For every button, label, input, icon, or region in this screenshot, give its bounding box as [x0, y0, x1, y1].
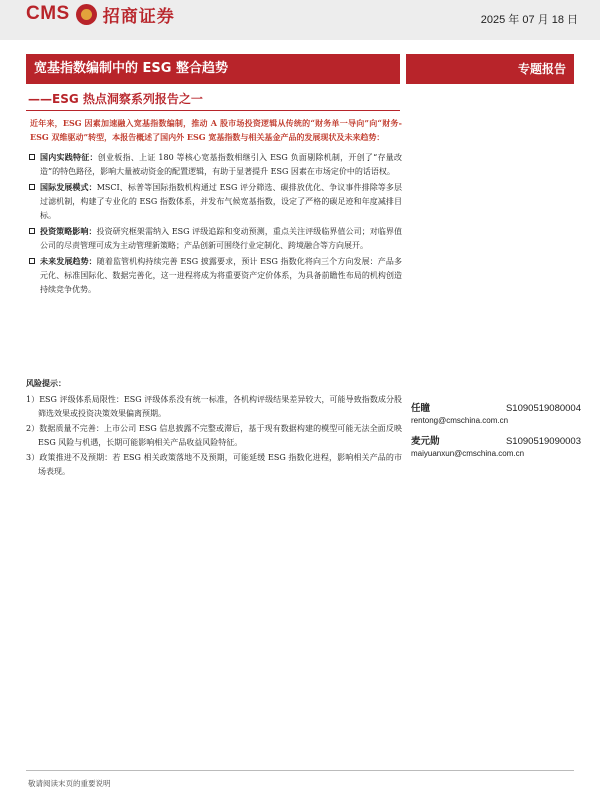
bullet-square-icon — [29, 154, 35, 160]
key-point-heading: 国内实践特征： — [40, 152, 98, 162]
report-date: 2025 年 07 月 18 日 — [480, 14, 578, 26]
bullet-square-icon — [29, 258, 35, 264]
key-point-heading: 未来发展趋势： — [40, 256, 97, 266]
intro-paragraph: 近年来，ESG 因素加速融入宽基指数编制，推动 A 股市场投资逻辑从传统的“财务单一导向”向“财务-ESG 双维驱动”转型，本报告概述了国内外 ESG 宽基指数与相关基金产品的发展现状及未来趋势： — [30, 118, 402, 142]
key-point-item — [26, 180, 402, 223]
report-title: 宽基指数编制中的 ESG 整合趋势 — [26, 54, 400, 84]
analyst-name: 任瞳 — [411, 403, 431, 414]
logo-text-en: CMS — [26, 3, 70, 24]
title-divider — [26, 110, 400, 111]
report-subtitle: ——ESG 热点洞察系列报告之一 — [28, 92, 203, 106]
company-logo — [26, 1, 175, 27]
bullet-square-icon — [29, 184, 35, 190]
report-type-label: 专题报告 — [406, 54, 574, 84]
key-point-item — [26, 224, 402, 253]
logo-text-cn: 招商证券 — [102, 6, 175, 27]
analyst-email: maiyuanxun@cmschina.com.cn — [411, 449, 525, 458]
risk-item: 3）政策推进不及预期：若 ESG 相关政策落地不及预期，可能延缓 ESG 指数化进程，影响相关产品的市场表现。 — [26, 453, 402, 476]
key-point-text: 创业板指、上证 180 等核心宽基指数相继引入 ESG 负面剔除机制，开创了“存量改造”的特色路径，影响大量被动资金的配置逻辑，有助于显著提升 ESG 因素在市场定价中的话语权。 — [40, 153, 402, 176]
analyst-entry — [411, 435, 581, 460]
key-point-item — [26, 150, 402, 179]
page-header — [0, 0, 600, 40]
risk-heading: 风险提示： — [26, 378, 66, 388]
risk-item: 2）数据质量不完善：上市公司 ESG 信息披露不完整或滞后，基于现有数据构建的模型可能无法全面反映 ESG 风险与机遇，长期可能影响相关产品收益风险特征。 — [26, 424, 402, 447]
analyst-license: S1090519090003 — [505, 436, 581, 447]
key-point-heading: 投资策略影响： — [40, 226, 97, 236]
analyst-email: rentong@cmschina.com.cn — [411, 416, 509, 425]
key-point-text: 随着监管机构持续完善 ESG 披露要求，预计 ESG 指数化将向三个方向发展：产品多元化、标准国际化、数据完善化，这一进程将成为将重要资产定价体系，为具备前瞻性布局的机构创造持续竞争优势。 — [40, 257, 402, 294]
analyst-name: 麦元勋 — [411, 436, 440, 447]
key-point-text: 投资研究框架需纳入 ESG 评级追踪和变动预测，重点关注评级临界值公司；对临界值公司的尽责管理可成为主动管理新策略；产品创新可围绕行业定制化、跨境融合等方向展开。 — [40, 227, 403, 250]
summary-section — [26, 116, 402, 298]
key-point-text: MSCI、标普等国际指数机构通过 ESG 评分筛选、碳排放优化、争议事件排除等多层过滤机制，构建了专业化的 ESG 指数体系，并发布气候宽基指数，设定了严格的碳足迹和年度减排目标。 — [40, 183, 403, 220]
risk-item: 1）ESG 评级体系局限性：ESG 评级体系没有统一标准，各机构评级结果差异较大，可能导致指数成分股筛选效果或投资决策效果偏离预期。 — [26, 395, 402, 418]
logo-mark-icon — [76, 4, 97, 25]
analyst-panel — [411, 402, 581, 468]
risk-section — [26, 376, 402, 480]
bullet-square-icon — [29, 228, 35, 234]
analyst-entry — [411, 402, 581, 427]
key-point-item — [26, 254, 402, 297]
footer-divider — [26, 770, 574, 771]
analyst-license: S1090519080004 — [505, 403, 581, 414]
key-point-heading: 国际发展模式： — [40, 182, 97, 192]
footer-note: 敬请阅读末页的重要说明 — [28, 779, 111, 788]
key-points-list — [26, 150, 402, 297]
